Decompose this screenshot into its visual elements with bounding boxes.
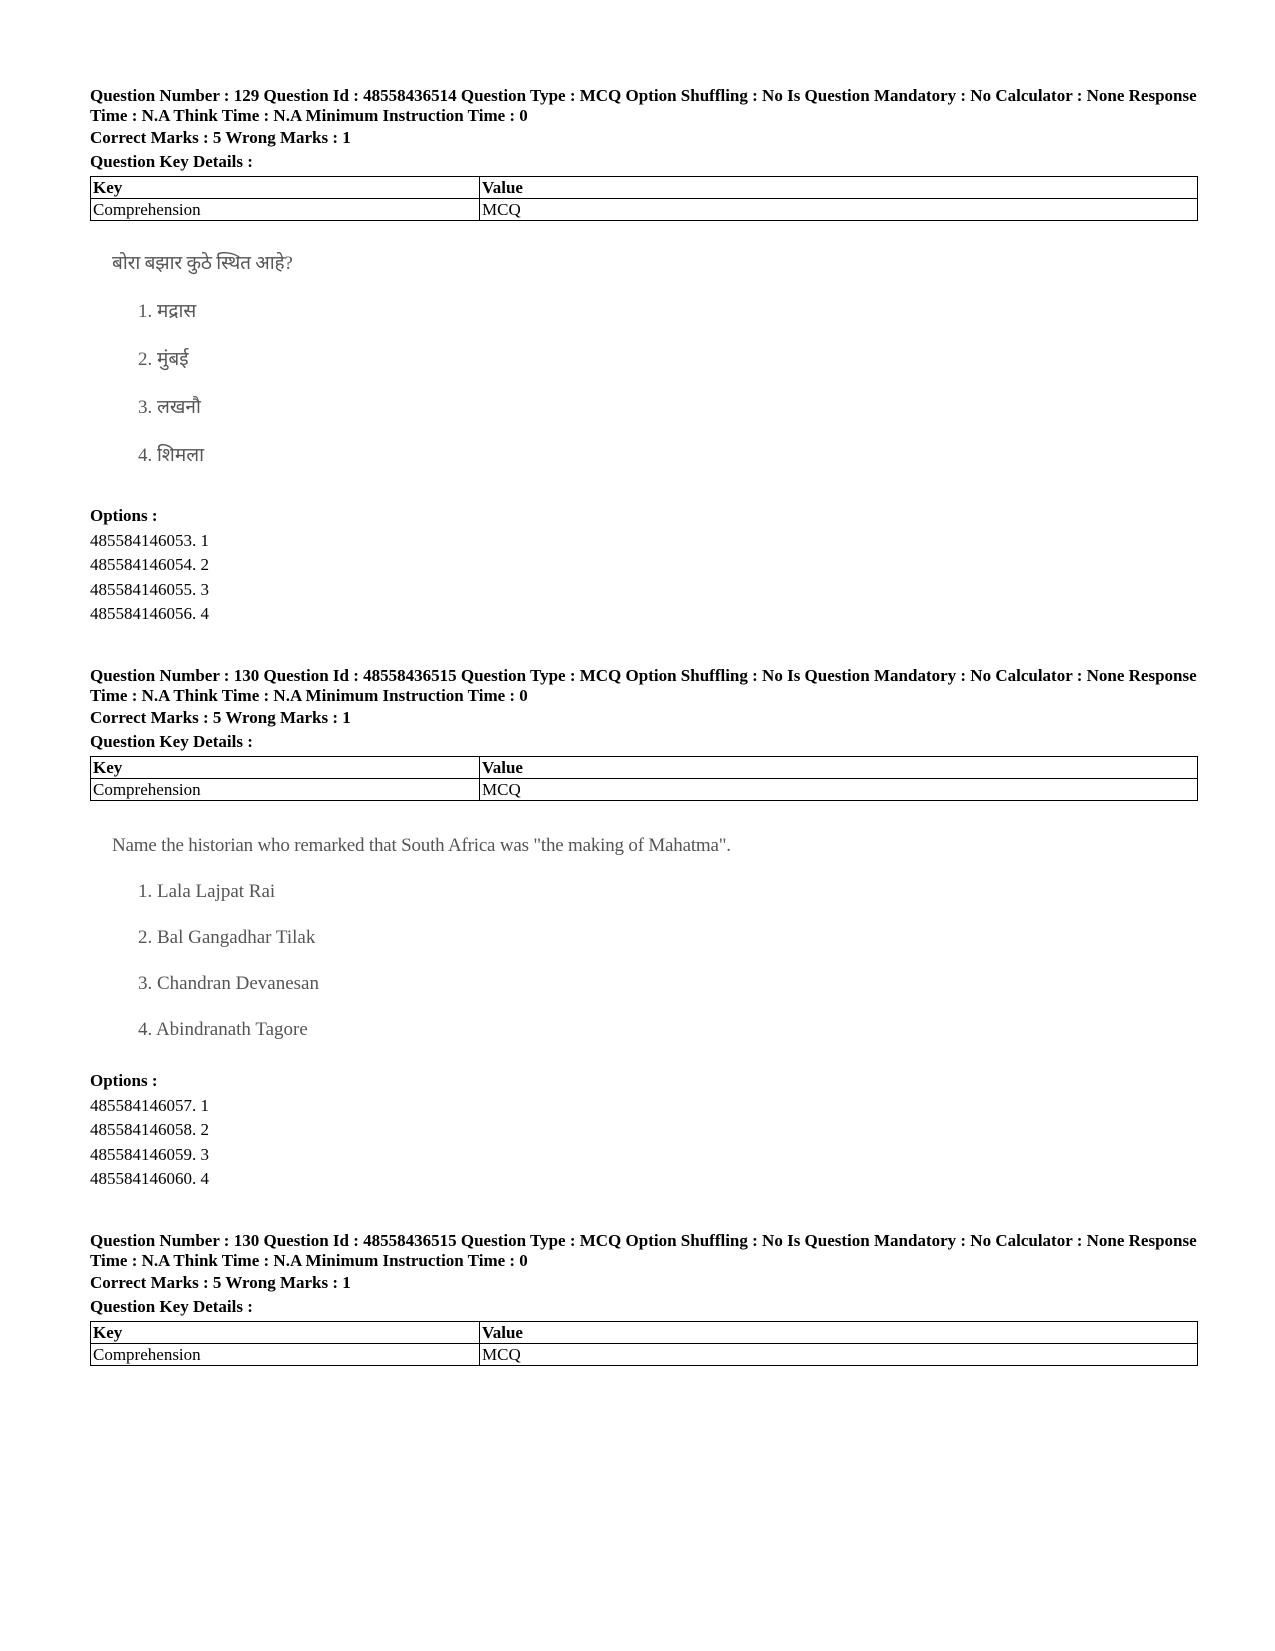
- choice-item: 2. मुंबई: [138, 349, 189, 370]
- option-item: 485584146057. 1: [90, 1095, 209, 1115]
- marks-line: Correct Marks : 5 Wrong Marks : 1: [90, 128, 351, 147]
- table-cell-value: MCQ: [480, 1344, 1198, 1366]
- options-list: [90, 1069, 209, 1192]
- choice-item: 2. Bal Gangadhar Tilak: [138, 927, 316, 948]
- options-list: [90, 504, 209, 627]
- option-item: 485584146060. 4: [90, 1169, 209, 1189]
- question-block: [90, 1231, 1198, 1366]
- option-item: 485584146059. 3: [90, 1144, 209, 1164]
- table-cell-key: Comprehension: [91, 1344, 480, 1366]
- question-header: Question Number : 130 Question Id : 48558436515 Question Type : MCQ Option Shuffling : No Is Question Mandatory : No Calculator : None Response Time : N.A Think Time : N.A Minimum Instruction Time : 0: [90, 666, 1197, 705]
- question-text: बोरा बझार कुठे स्थित आहे?: [112, 253, 293, 274]
- option-item: 485584146053. 1: [90, 530, 209, 550]
- question-text: Name the historian who remarked that South Africa was "the making of Mahatma".: [112, 835, 731, 856]
- table-cell-key: Comprehension: [91, 779, 480, 801]
- choice-item: 1. मद्रास: [138, 301, 197, 322]
- table-header-key: Key: [91, 1322, 480, 1344]
- options-label: Options :: [90, 1071, 158, 1090]
- table-header-key: Key: [91, 177, 480, 199]
- key-value-table: [90, 1321, 1198, 1366]
- key-value-table: [90, 756, 1198, 801]
- option-item: 485584146055. 3: [90, 579, 209, 599]
- option-item: 485584146054. 2: [90, 555, 209, 575]
- table-header-value: Value: [480, 1322, 1198, 1344]
- marks-line: Correct Marks : 5 Wrong Marks : 1: [90, 1273, 351, 1292]
- choice-item: 3. Chandran Devanesan: [138, 973, 319, 994]
- question-image: [112, 252, 293, 468]
- table-cell-value: MCQ: [480, 199, 1198, 221]
- table-cell-value: MCQ: [480, 779, 1198, 801]
- choice-item: 4. शिमला: [138, 445, 205, 466]
- options-label: Options :: [90, 506, 158, 525]
- choice-item: 3. लखनौ: [138, 397, 201, 418]
- key-details-label: Question Key Details :: [90, 1297, 253, 1316]
- choice-item: 4. Abindranath Tagore: [138, 1019, 308, 1040]
- question-block: [90, 86, 1198, 221]
- choice-item: 1. Lala Lajpat Rai: [138, 881, 276, 902]
- key-details-label: Question Key Details :: [90, 152, 253, 171]
- option-item: 485584146056. 4: [90, 604, 209, 624]
- question-header: Question Number : 130 Question Id : 48558436515 Question Type : MCQ Option Shuffling : No Is Question Mandatory : No Calculator : None Response Time : N.A Think Time : N.A Minimum Instruction Time : 0: [90, 1231, 1197, 1270]
- question-header: Question Number : 129 Question Id : 48558436514 Question Type : MCQ Option Shuffling : No Is Question Mandatory : No Calculator : None Response Time : N.A Think Time : N.A Minimum Instruction Time : 0: [90, 86, 1197, 125]
- option-item: 485584146058. 2: [90, 1120, 209, 1140]
- table-header-key: Key: [91, 757, 480, 779]
- question-block: [90, 666, 1198, 801]
- question-image: [112, 834, 731, 1042]
- table-header-value: Value: [480, 757, 1198, 779]
- marks-line: Correct Marks : 5 Wrong Marks : 1: [90, 708, 351, 727]
- key-details-label: Question Key Details :: [90, 732, 253, 751]
- table-cell-key: Comprehension: [91, 199, 480, 221]
- key-value-table: [90, 176, 1198, 221]
- table-header-value: Value: [480, 177, 1198, 199]
